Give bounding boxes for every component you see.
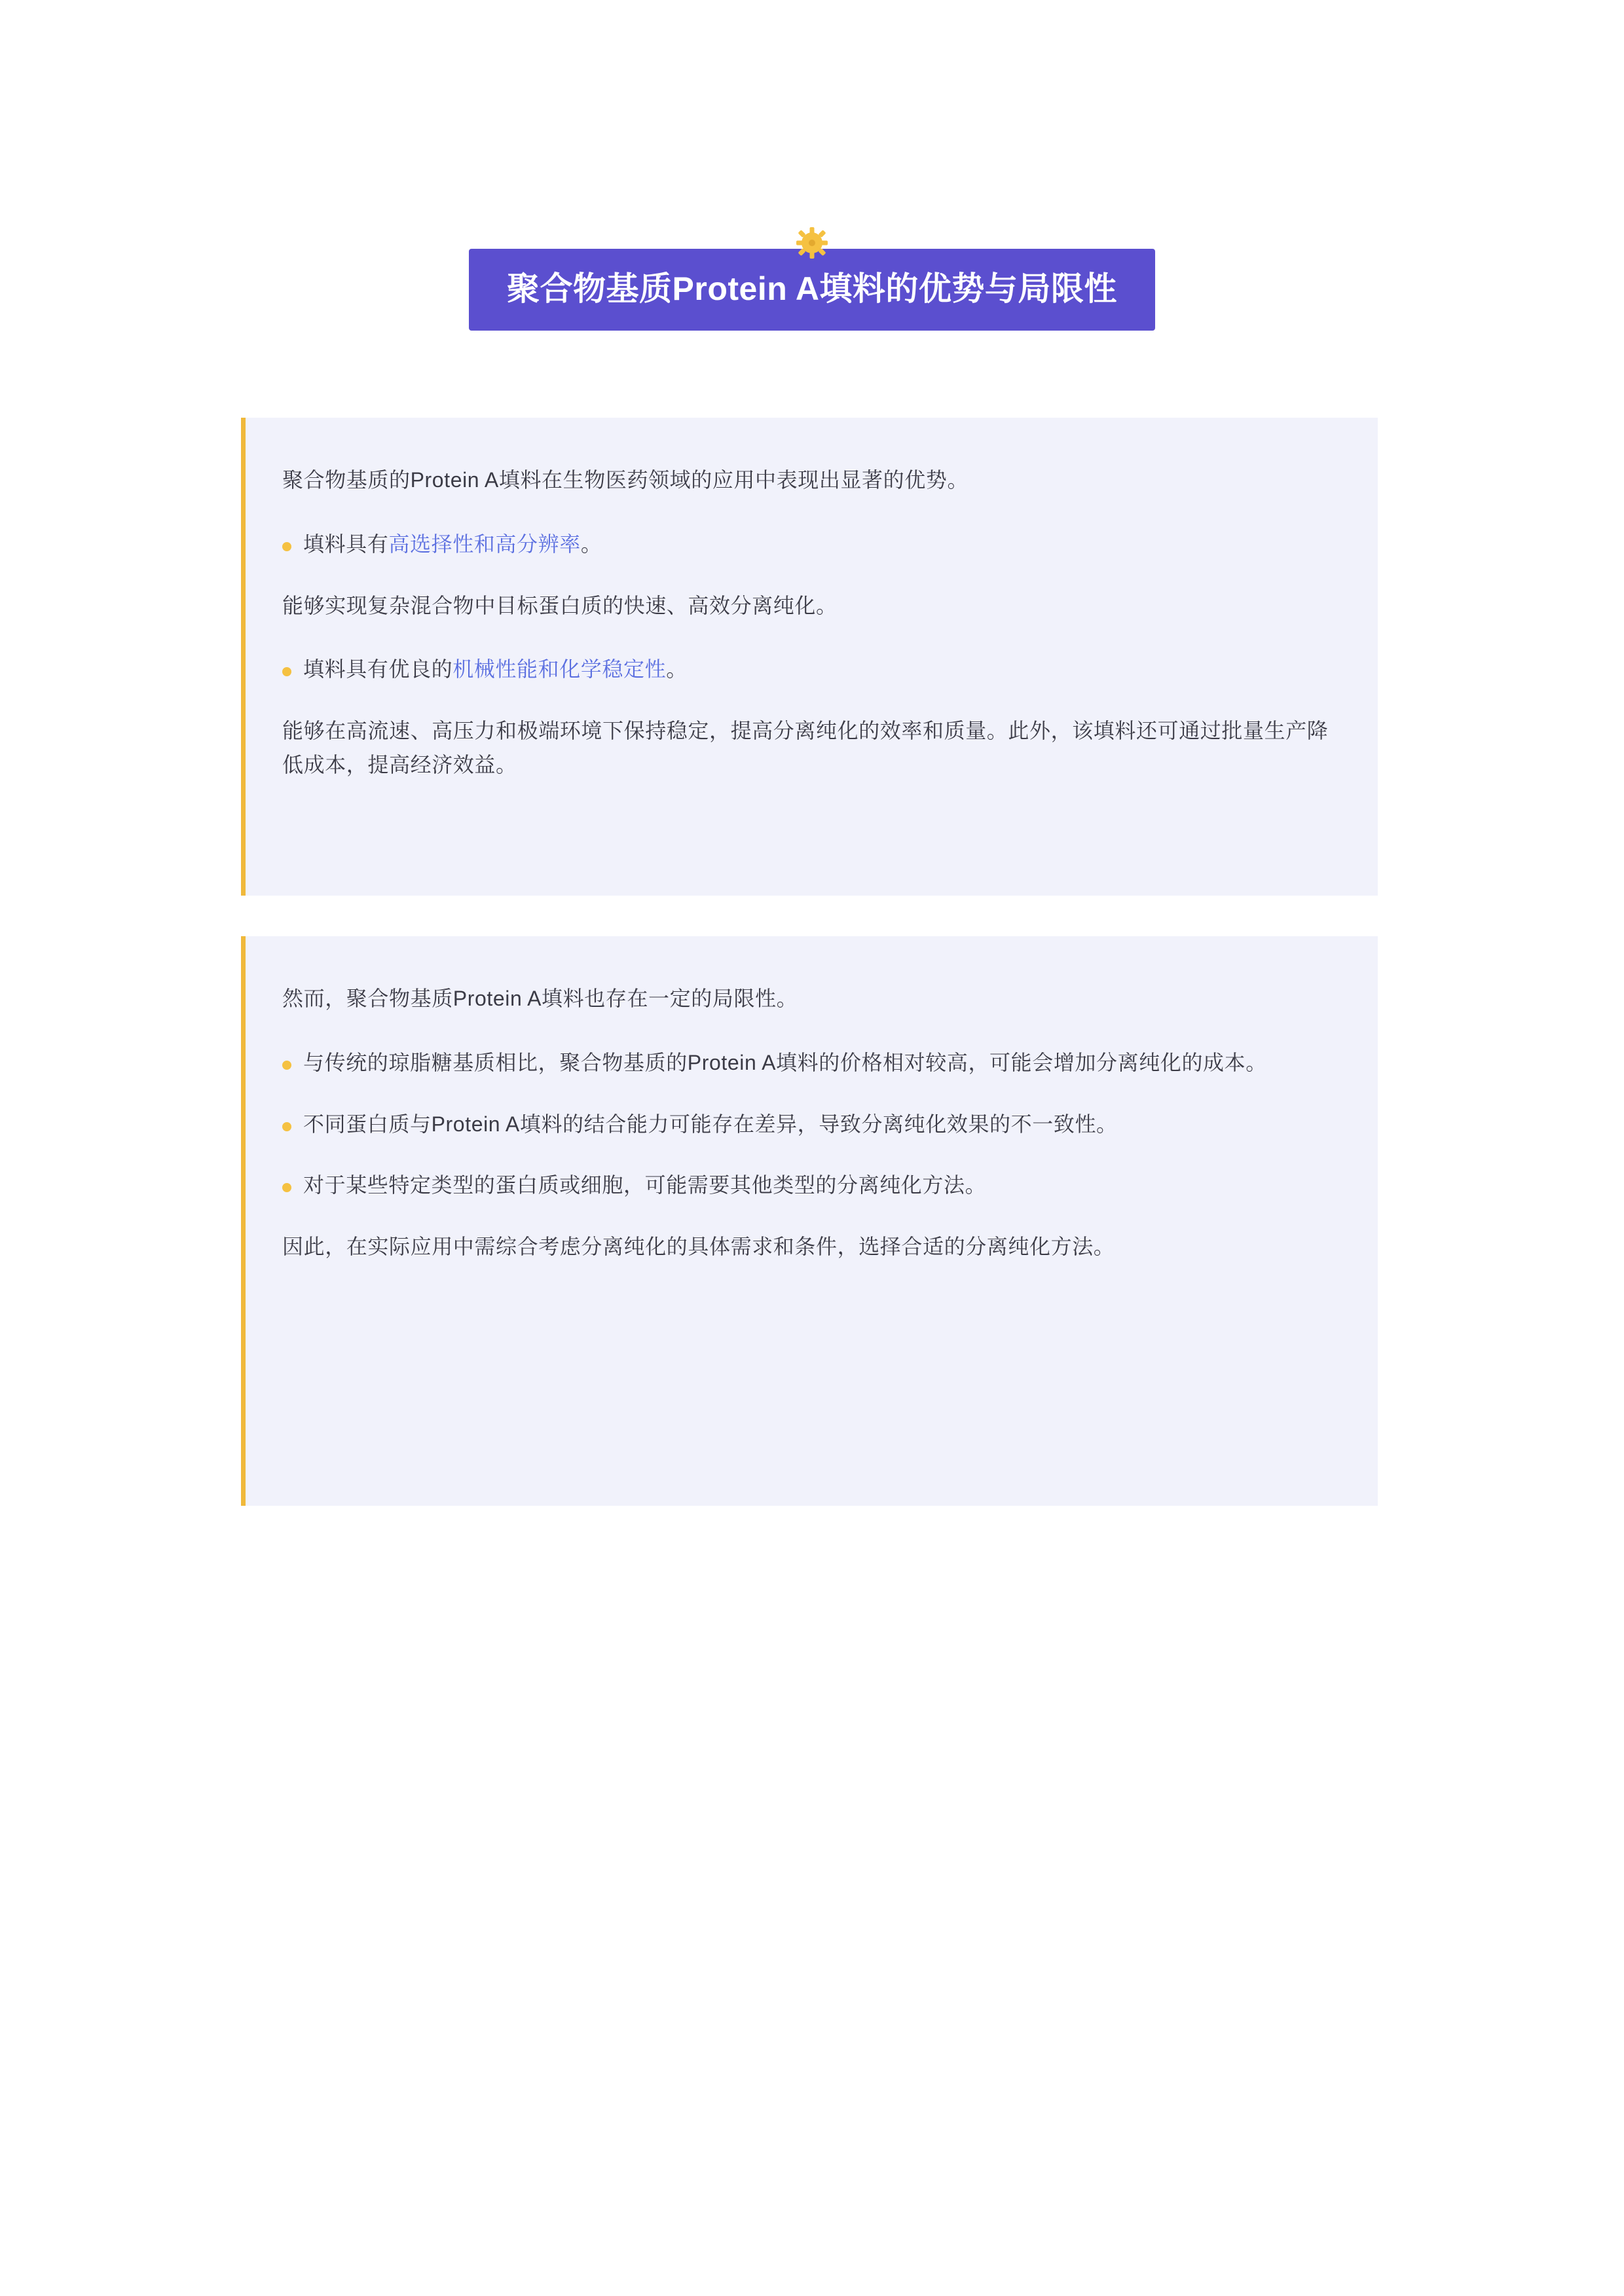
section-advantages — [241, 418, 1378, 896]
paragraph: 因此，在实际应用中需综合考虑分离纯化的具体需求和条件，选择合适的分离纯化方法。 — [282, 1235, 1115, 1259]
list-item-prefix: 填料具有优良的 — [303, 657, 453, 682]
list-item — [282, 1046, 1331, 1080]
list-item-highlight: 高选择性和高分辨率 — [388, 532, 581, 556]
paragraph: 能够在高流速、高压力和极端环境下保持稳定，提高分离纯化的效率和质量。此外，该填料还可通过批量生产降低成本，提高经济效益。 — [282, 719, 1329, 777]
bullet-dot-icon — [282, 1061, 291, 1070]
section-advantages-body — [246, 418, 1378, 782]
bullet-dot-icon — [282, 1122, 291, 1131]
list-item — [282, 528, 1331, 562]
bullet-dot-icon — [282, 667, 291, 676]
bullet-dot-icon — [282, 1183, 291, 1192]
page-title: 聚合物基质Protein A填料的优势与局限性 — [507, 270, 1117, 307]
title-container — [0, 249, 1624, 331]
bullet-dot-icon — [282, 542, 291, 551]
list-item — [282, 653, 1331, 687]
list-item-highlight: 机械性能和化学稳定性 — [452, 657, 667, 682]
paragraph: 能够实现复杂混合物中目标蛋白质的快速、高效分离纯化。 — [282, 593, 838, 617]
list-item-text — [303, 653, 688, 687]
paragraph: 聚合物基质的Protein A填料在生物医药领域的应用中表现出显著的优势。 — [282, 468, 969, 492]
list-item-text: 与传统的琼脂糖基质相比，聚合物基质的Protein A填料的价格相对较高，可能会增加分离纯化的成本。 — [303, 1050, 1267, 1074]
paragraph: 然而，聚合物基质Protein A填料也存在一定的局限性。 — [282, 987, 798, 1010]
section-limitations — [241, 936, 1378, 1506]
list-item-prefix: 填料具有 — [303, 532, 389, 556]
section-limitations-body — [246, 936, 1378, 1264]
list-item-text — [303, 528, 602, 562]
list-item-text: 不同蛋白质与Protein A填料的结合能力可能存在差异，导致分离纯化效果的不一致性。 — [303, 1112, 1118, 1136]
title-block — [469, 249, 1155, 331]
gear-badge-icon — [796, 227, 828, 259]
list-item — [282, 1108, 1331, 1142]
list-item-text: 对于某些特定类型的蛋白质或细胞，可能需要其他类型的分离纯化方法。 — [303, 1173, 987, 1197]
list-item-suffix: 。 — [580, 532, 602, 556]
list-item-suffix: 。 — [666, 657, 688, 682]
list-item — [282, 1169, 1331, 1203]
